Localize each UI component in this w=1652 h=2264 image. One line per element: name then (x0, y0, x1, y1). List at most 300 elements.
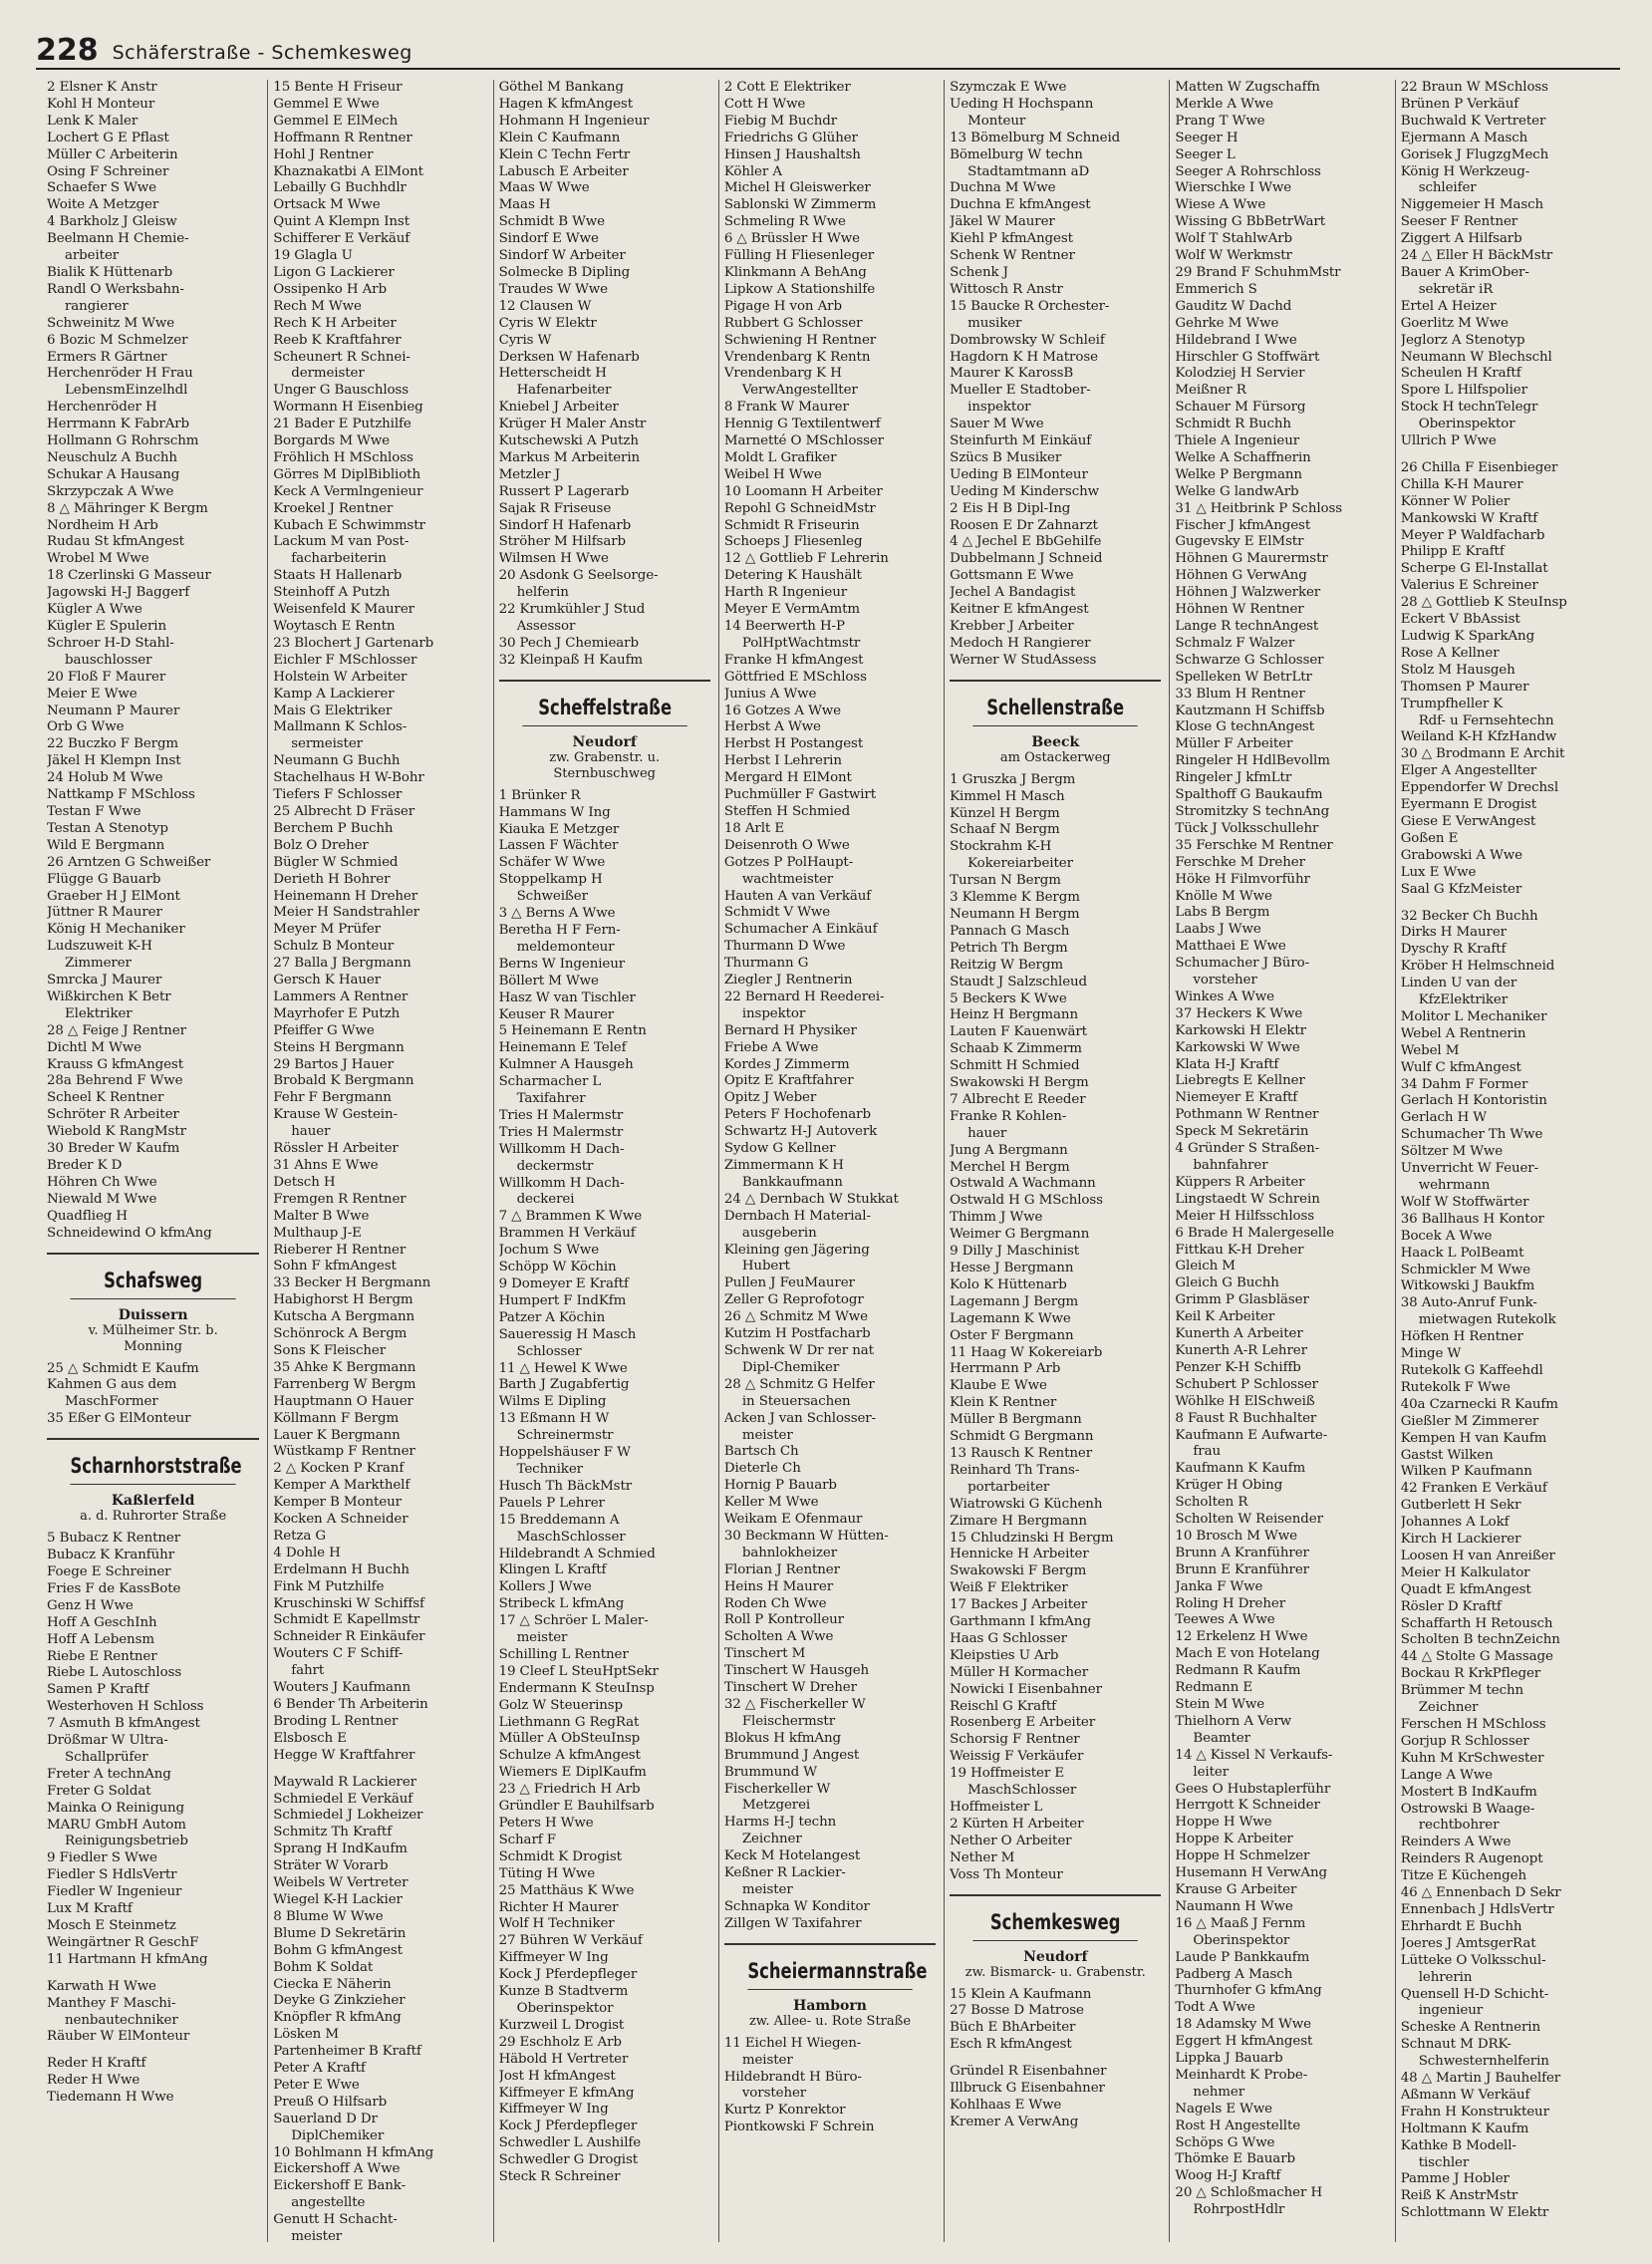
resident-entry: 16 Gotzes A Wwe (723, 703, 841, 718)
resident-entry: Hoff A GeschInh (47, 1614, 157, 1630)
resident-entry: Kiffmeyer W Ing (498, 1950, 609, 1966)
resident-entry: Gottsmann E Wwe (950, 568, 1074, 584)
resident-entry: 5 Heinemann E Rentn (498, 1023, 647, 1039)
resident-entry: 21 Bader E Putzhilfe (273, 417, 412, 432)
resident-entry: 7 Asmuth B kfmAngest (47, 1716, 200, 1732)
resident-entry: Rosenberg E Arbeiter (950, 1715, 1096, 1731)
resident-entry: Kiauka E Metzger (498, 821, 620, 837)
resident-entry: 30 Beckmann W Hütten- (723, 1528, 889, 1544)
resident-entry: 2 Elsner K Anstr (47, 80, 157, 95)
street-location-hint: zw. Allee- u. Rote Straße (748, 2013, 912, 2029)
resident-entry: Scharf F (498, 1832, 556, 1847)
resident-entry: Höhnen G Maurermstr (1175, 551, 1328, 567)
resident-entry: Schmeling R Wwe (723, 214, 846, 230)
resident-entry: 19 Cleef L SteuHptSekr (498, 1663, 659, 1679)
resident-entry: Ueding H Hochspann (950, 96, 1094, 112)
resident-entry: Wolf W Stoffwärter (1400, 1194, 1529, 1210)
resident-entry: Ermers R Gärtner (47, 349, 167, 365)
resident-entry: Herrgott K Schneider (1175, 1798, 1320, 1814)
resident-entry: Minge W (1400, 1346, 1462, 1362)
resident-entry: Woite A Metzger (47, 197, 159, 213)
resident-entry: Rutekolk G Kaffeehdl (1400, 1362, 1543, 1378)
resident-entry: 1 Gruszka J Bergm (950, 771, 1076, 787)
resident-entry: Kniebel J Arbeiter (498, 400, 619, 416)
resident-entry: Rudau St kfmAngest (47, 534, 184, 550)
resident-entry: sekretär iR (1418, 281, 1494, 297)
resident-entry: Lagemann J Bergm (950, 1293, 1079, 1309)
resident-entry: 31 △ Heitbrink P Schloss (1175, 500, 1343, 516)
resident-entry: Hennicke H Arbeiter (950, 1547, 1089, 1562)
resident-entry: Ossipenko H Arb (273, 281, 387, 297)
resident-entry: 30 Breder W Kaufm (47, 1141, 180, 1157)
resident-entry: Meyer P Waldfacharb (1400, 527, 1545, 543)
resident-entry: Ligon G Lackierer (273, 264, 395, 280)
resident-entry: Hoff A Lebensm (47, 1631, 154, 1647)
resident-entry: Weiland K-H KfzHandw (1400, 729, 1557, 745)
resident-entry: Techniker (516, 1461, 583, 1477)
resident-entry: Schneider R Einkäufer (273, 1629, 425, 1645)
resident-entry: Höhnen G VerwAng (1175, 568, 1307, 584)
resident-entry: Gotzes P PolHaupt- (723, 854, 854, 870)
resident-entry: Sydow G Kellner (723, 1141, 836, 1157)
resident-entry: Rösler D Kraftf (1400, 1598, 1502, 1614)
resident-entry: Harms H-J techn (723, 1815, 837, 1831)
resident-entry: Schukar A Hausang (47, 466, 180, 482)
resident-entry: Reinders A Wwe (1400, 1835, 1512, 1850)
resident-entry: Kempen H van Kaufm (1400, 1430, 1547, 1446)
resident-entry: Gorisek J FlugzgMech (1400, 146, 1549, 162)
resident-entry: Staudt J Salzschleud (950, 974, 1088, 990)
resident-entry: Gerlach H W (1400, 1110, 1487, 1126)
resident-entry: 18 Adamsky M Wwe (1175, 2017, 1311, 2033)
resident-entry: Ortsack M Wwe (273, 197, 381, 213)
resident-entry: Kiffmeyer E kfmAng (498, 2085, 635, 2101)
resident-entry: Ueding B ElMonteur (950, 466, 1088, 482)
resident-entry: Bocek A Wwe (1400, 1228, 1493, 1244)
resident-entry: inspektor (967, 400, 1031, 416)
resident-entry: Aßmann W Verkäuf (1400, 2087, 1530, 2103)
resident-entry: Eggert H kfmAngest (1175, 2034, 1313, 2050)
resident-entry: Fink M Putzhilfe (273, 1578, 385, 1594)
resident-entry: KfzElektriker (1418, 992, 1509, 1008)
resident-entry: Loosen H van Anreißer (1400, 1548, 1555, 1563)
street-location-hint: zw. Bismarck- u. Grabenstr. (964, 1964, 1146, 1980)
resident-entry: Scheunert R Schnei- (273, 349, 411, 365)
resident-entry: Teewes A Wwe (1175, 1612, 1275, 1628)
resident-entry: Gleich G Buchh (1175, 1275, 1279, 1291)
resident-entry: Schmalz F Walzer (1175, 635, 1295, 651)
resident-entry: Höhnen W Rentner (1175, 602, 1304, 618)
resident-entry: Ringeler H HdlBevollm (1175, 753, 1330, 769)
resident-entry: 11 △ Hewel K Wwe (498, 1360, 628, 1376)
resident-entry: Schumacher A Einkäuf (723, 922, 878, 938)
resident-entry: 32 △ Fischerkeller W (723, 1697, 866, 1712)
resident-entry: Genutt H Schacht- (273, 2212, 398, 2228)
resident-entry: 26 △ Schmitz M Wwe (723, 1309, 868, 1325)
resident-entry: Szücs B Musiker (950, 449, 1062, 465)
directory-column (1169, 80, 1386, 2242)
resident-entry: Mais G Elektriker (273, 703, 393, 718)
resident-entry: Traudes W Wwe (498, 281, 608, 297)
resident-entry: Zillgen W Taxifahrer (723, 1915, 862, 1931)
street-name: Scharnhorststraße (70, 1450, 235, 1485)
resident-entry: Weisenfeld K Maurer (273, 602, 414, 618)
resident-entry: Neuschulz A Buchh (47, 449, 177, 465)
resident-entry: Beelmann H Chemie- (47, 231, 189, 247)
resident-entry: 11 Eichel H Wiegen- (723, 2035, 862, 2051)
resident-entry: Görres M DiplBiblioth (273, 466, 420, 482)
resident-entry: Spore L Hilfspolier (1400, 383, 1527, 399)
resident-entry: Roosen E Dr Zahnarzt (950, 517, 1098, 533)
resident-entry: Mergard H ElMont (723, 770, 852, 786)
resident-entry: Holtmann K Kaufm (1400, 2121, 1529, 2136)
resident-entry: Sträter W Vorarb (273, 1858, 389, 1874)
resident-entry: Schilling L Rentner (498, 1646, 629, 1662)
resident-entry: Herbst I Lehrerin (723, 753, 842, 769)
resident-entry: Stribeck L kfmAng (498, 1596, 625, 1612)
resident-entry: Patzer A Köchin (498, 1309, 606, 1325)
resident-entry: Gleich M (1175, 1259, 1236, 1274)
resident-entry: Rost H Angestellte (1175, 2118, 1301, 2133)
resident-entry: leiter (1193, 1764, 1230, 1780)
resident-entry: Hagen K kfmAngest (498, 96, 633, 112)
resident-entry: Tinschert W Hausgeh (723, 1663, 870, 1679)
resident-entry: Mainka O Reinigung (47, 1800, 184, 1816)
directory-column (718, 80, 936, 2242)
street-location-hint: Monning (124, 1338, 183, 1354)
resident-entry: Schreinermstr (516, 1428, 614, 1444)
resident-entry: Speck M Sekretärin (1175, 1124, 1309, 1140)
resident-entry: Hildebrand I Wwe (1175, 332, 1297, 348)
resident-entry: Bartsch Ch (723, 1444, 799, 1460)
resident-entry: 12 Clausen W (498, 298, 592, 314)
resident-entry: Maurer K KarossB (950, 366, 1074, 382)
resident-entry: Lippka J Bauarb (1175, 2051, 1283, 2067)
resident-entry: Kaufmann K Kaufm (1175, 1461, 1306, 1477)
resident-entry: Brünen P Verkäuf (1400, 96, 1519, 112)
resident-entry: Meißner R (1175, 383, 1246, 399)
resident-entry: Seeger H (1175, 130, 1239, 145)
resident-entry: Lange A Wwe (1400, 1767, 1493, 1783)
resident-entry: angestellte (291, 2195, 366, 2211)
resident-entry: Janka F Wwe (1175, 1578, 1263, 1594)
resident-entry: bahnfahrer (1193, 1158, 1268, 1173)
resident-entry: 2 Kürten H Arbeiter (950, 1816, 1084, 1832)
resident-entry: 20 Asdonk G Seelsorge- (498, 568, 659, 584)
resident-entry: Jäkel H Klempn Inst (47, 753, 181, 769)
resident-entry: Knölle M Wwe (1175, 888, 1272, 904)
resident-entry: Kulmner A Hausgeh (498, 1057, 634, 1073)
resident-entry: hauer (291, 1124, 331, 1140)
resident-entry: Hoppelshäuser F W (498, 1445, 631, 1461)
resident-entry: Kutzim H Postfacharb (723, 1326, 871, 1342)
resident-entry: Pigage H von Arb (723, 298, 842, 314)
resident-entry: Schmiedel J Lokheizer (273, 1808, 423, 1824)
resident-entry: Roden Ch Wwe (723, 1595, 827, 1611)
resident-entry: 27 Bosse D Matrose (950, 2003, 1084, 2019)
resident-entry: Borgards M Wwe (273, 433, 390, 449)
resident-entry: Nagels E Wwe (1175, 2101, 1273, 2117)
resident-entry: Klein C Techn Fertr (498, 146, 631, 162)
resident-entry: Keuser R Maurer (498, 1006, 615, 1022)
resident-entry: Woog H-J Kraftf (1175, 2168, 1281, 2184)
resident-entry: Brümmer M techn (1400, 1683, 1524, 1699)
resident-entry: Seeger A Rohrschloss (1175, 163, 1321, 179)
resident-entry: Mallmann K Schlos- (273, 719, 408, 735)
resident-entry: Schmiedel E Verkäuf (273, 1791, 413, 1807)
street-heading (47, 1253, 259, 1355)
resident-entry: 19 Hoffmeister E (950, 1766, 1065, 1782)
resident-entry: Goerlitz M Wwe (1400, 315, 1509, 331)
resident-entry: Smrcka J Maurer (47, 973, 162, 989)
resident-entry: Schmickler M Wwe (1400, 1262, 1530, 1277)
resident-entry: Nordheim H Arb (47, 517, 158, 533)
resident-entry: Partenheimer B Kraftf (273, 2044, 421, 2060)
spacer (1401, 899, 1612, 909)
resident-entry: Kremer A VerwAng (950, 2114, 1079, 2129)
resident-entry: Wild E Bergmann (47, 837, 165, 853)
resident-entry: Schäfer W Wwe (498, 855, 606, 871)
resident-entry: Sajak R Friseuse (498, 500, 612, 516)
resident-entry: meister (741, 1427, 793, 1443)
resident-entry: Bügler W Schmied (273, 854, 399, 870)
resident-entry: Linden U van der (1400, 976, 1517, 991)
resident-entry: Kutschewski A Putzh (498, 433, 639, 449)
resident-entry: 24 Holub M Wwe (47, 770, 163, 786)
resident-entry: Fülling H Fliesenleger (723, 248, 875, 264)
resident-entry: Ertel A Heizer (1400, 298, 1497, 314)
resident-entry: 3 △ Berns A Wwe (498, 906, 616, 922)
resident-entry: Wüstkamp F Rentner (273, 1444, 415, 1460)
resident-entry: Zimmermann K H (723, 1158, 844, 1173)
resident-entry: Wöhlke H ElSchweiß (1175, 1393, 1315, 1409)
resident-entry: 8 Faust R Buchhalter (1175, 1410, 1317, 1426)
resident-entry: Küppers R Arbeiter (1175, 1174, 1305, 1190)
resident-entry: Thimm J Wwe (950, 1210, 1043, 1226)
resident-entry: Vrendenbarg K Rentn (723, 349, 871, 365)
resident-entry: Vrendenbarg K H (723, 366, 842, 382)
resident-entry: Heinemann H Dreher (273, 888, 418, 904)
resident-entry: 29 Bartos J Hauer (273, 1056, 394, 1072)
resident-entry: Bohm G kfmAngest (273, 1942, 403, 1958)
resident-entry: Fiebig M Buchdr (723, 113, 838, 129)
resident-entry: Brobald K Bergmann (273, 1073, 414, 1089)
resident-entry: Müller F Arbeiter (1175, 736, 1293, 752)
resident-entry: 2 Eis H B Dipl-Ing (950, 500, 1071, 516)
resident-entry: Schmidt G Bergmann (950, 1429, 1094, 1445)
resident-entry: 24 △ Dernbach W Stukkat (723, 1191, 899, 1207)
resident-entry: Meier H Kalkulator (1400, 1564, 1530, 1580)
resident-entry: Cyris W (498, 332, 552, 348)
resident-entry: Schmitt H Schmied (950, 1058, 1080, 1074)
resident-entry: Oberinspektor (1418, 417, 1515, 432)
resident-entry: Hirschler G Stoffwärt (1175, 349, 1320, 365)
resident-entry: Multhaup J-E (273, 1225, 362, 1241)
resident-entry: 7 △ Brammen K Wwe (498, 1209, 643, 1225)
resident-entry: Kuhn M KrSchwester (1400, 1750, 1544, 1766)
resident-entry: Sohn F kfmAngest (273, 1259, 397, 1274)
resident-entry: Kirch H Lackierer (1400, 1532, 1521, 1548)
resident-entry: Nattkamp F MSchloss (47, 787, 195, 803)
resident-entry: Malter B Wwe (273, 1208, 370, 1224)
resident-entry: Redmann R Kaufm (1175, 1663, 1301, 1679)
resident-entry: 22 Buczko F Bergm (47, 736, 179, 752)
resident-entry: Weikam E Ofenmaur (723, 1512, 863, 1528)
resident-entry: Jäkel W Maurer (950, 214, 1055, 230)
resident-entry: Ströher M Hilfsarb (498, 534, 626, 550)
resident-entry: Marnetté O MSchlosser (723, 433, 884, 449)
resident-entry: Deisenroth O Wwe (723, 837, 850, 853)
resident-entry: Tück J Volksschullehr (1175, 820, 1319, 836)
resident-entry: Dirks H Maurer (1400, 925, 1507, 941)
resident-entry: Fremgen R Rentner (273, 1191, 407, 1207)
resident-entry: Ueding M Kinderschw (950, 483, 1099, 499)
resident-entry: Hornig P Bauarb (723, 1478, 837, 1494)
resident-entry: Berns W Ingenieur (498, 956, 626, 972)
resident-entry: Matthaei E Wwe (1175, 939, 1286, 955)
resident-entry: Wilms E Dipling (498, 1394, 607, 1410)
resident-entry: Webel A Rentnerin (1400, 1025, 1526, 1041)
resident-entry: 28a Behrend F Wwe (47, 1073, 183, 1089)
resident-entry: Johannes A Lokf (1400, 1515, 1510, 1531)
resident-entry: 25 Matthäus K Wwe (498, 1882, 635, 1898)
resident-entry: Scheel K Rentner (47, 1090, 164, 1106)
resident-entry: Reeb K Kraftfahrer (273, 332, 402, 348)
resident-entry: Friedrichs G Glüher (723, 130, 858, 145)
resident-entry: Rose A Kellner (1400, 645, 1500, 661)
resident-entry: 13 Bömelburg M Schneid (950, 130, 1121, 145)
resident-entry: 27 Balla J Bergmann (273, 956, 412, 972)
resident-entry: Rech M Wwe (273, 298, 362, 314)
spacer (47, 1969, 259, 1979)
resident-entry: Göttfried E MSchloss (723, 669, 867, 685)
resident-entry: Hoffmeister L (950, 1800, 1043, 1815)
resident-entry: Eickershoff A Wwe (273, 2161, 401, 2177)
resident-entry: 22 Krumkühler J Stud (498, 602, 646, 618)
resident-entry: meister (291, 2229, 343, 2242)
resident-entry: dermeister (291, 366, 365, 382)
resident-entry: Acken J van Schlosser- (723, 1410, 877, 1426)
resident-entry: 9 Dilly J Maschinist (950, 1244, 1080, 1260)
resident-entry: Chilla K-H Maurer (1400, 476, 1523, 492)
resident-entry: Oberinspektor (1193, 1932, 1290, 1948)
resident-entry: Schwedler L Aushilfe (498, 2135, 642, 2151)
resident-entry: Penzer K-H Schiffb (1175, 1359, 1301, 1375)
resident-entry: Illbruck G Eisenbahner (950, 2081, 1105, 2097)
resident-entry: hauer (967, 1125, 1007, 1141)
resident-entry: Franke R Kohlen- (950, 1108, 1067, 1124)
resident-entry: Herbst A Wwe (723, 719, 821, 735)
resident-entry: Elsbosch E (273, 1730, 347, 1746)
resident-entry: MaschFormer (65, 1394, 158, 1410)
resident-entry: Zeller G Reprofotogr (723, 1292, 864, 1308)
resident-entry: Esch R kfmAngest (950, 2037, 1072, 2053)
resident-entry: Osing F Schreiner (47, 163, 169, 179)
resident-entry: Pullen J FeuMaurer (723, 1275, 855, 1291)
resident-entry: Brummund J Angest (723, 1747, 860, 1763)
resident-entry: Rieberer H Rentner (273, 1242, 407, 1258)
resident-entry: Reder H Kraftf (47, 2056, 146, 2072)
resident-entry: Peter E Wwe (273, 2077, 360, 2093)
resident-entry: nehmer (1193, 2084, 1245, 2100)
resident-entry: Russert P Lagerarb (498, 483, 630, 499)
resident-entry: Jochum S Wwe (498, 1243, 600, 1259)
resident-entry: Roll P Kontrolleur (723, 1612, 844, 1628)
resident-entry: Heinz H Bergmann (950, 1007, 1078, 1023)
resident-entry: Erdelmann H Buchh (273, 1561, 410, 1577)
directory-column (944, 80, 1161, 2242)
resident-entry: DiplChemiker (291, 2127, 385, 2143)
resident-entry: Reitzig W Bergm (950, 957, 1063, 973)
resident-entry: Riebe E Rentner (47, 1648, 157, 1664)
resident-entry: Liebregts E Kellner (1175, 1073, 1305, 1089)
resident-entry: Pamme J Hobler (1400, 2171, 1510, 2187)
resident-entry: 10 Brosch M Wwe (1175, 1528, 1297, 1544)
street-name: Scheiermannstraße (747, 1955, 913, 1990)
resident-entry: 34 Dahm F Former (1400, 1076, 1528, 1092)
resident-entry: wachtmeister (741, 871, 834, 887)
resident-entry: Taxifahrer (516, 1091, 586, 1107)
resident-entry: Weibel H Wwe (723, 466, 822, 482)
resident-entry: Schulz B Monteur (273, 939, 395, 955)
resident-entry: Rutekolk F Wwe (1400, 1379, 1511, 1395)
resident-entry: Kock J Pferdepfleger (498, 2119, 638, 2134)
resident-entry: Wolf T StahlwArb (1175, 231, 1292, 247)
resident-entry: Könner W Polier (1400, 493, 1511, 509)
resident-entry: Ferschen H MSchloss (1400, 1717, 1546, 1732)
resident-entry: lehrerin (1418, 1969, 1473, 1985)
resident-entry: Lochert G E Pflast (47, 130, 169, 145)
resident-entry: Kamp A Lackierer (273, 686, 395, 702)
resident-entry: Florian J Rentner (723, 1561, 840, 1577)
resident-entry: Meier E Wwe (47, 686, 138, 702)
resident-entry: Cott H Wwe (723, 96, 806, 112)
resident-entry: Schmidt R Friseurin (723, 517, 860, 533)
resident-entry: Scherpe G El-Installat (1400, 561, 1548, 577)
resident-entry: Welke G landwArb (1175, 483, 1299, 499)
resident-entry: 6 Bozic M Schmelzer (47, 332, 188, 348)
resident-entry: Graeber H J ElMont (47, 888, 180, 904)
resident-entry: Ferschke M Dreher (1175, 854, 1305, 870)
resident-entry: Kleining gen Jägering (723, 1242, 870, 1258)
resident-entry: Stolz M Hausgeh (1400, 662, 1515, 678)
resident-entry: Fehr F Bergmann (273, 1090, 392, 1106)
resident-entry: ingenieur (1418, 2003, 1484, 2019)
resident-entry: 6 △ Brüssler H Wwe (723, 231, 860, 247)
resident-entry: Kathke B Modell- (1400, 2137, 1516, 2153)
resident-entry: Schwenk W Dr rer nat (723, 1342, 874, 1358)
resident-entry: Reinigungsbetrieb (65, 1834, 188, 1849)
resident-entry: Hubert (741, 1259, 790, 1274)
resident-entry: Herrmann K FabrArb (47, 417, 190, 432)
resident-entry: Hoffmann R Rentner (273, 130, 413, 145)
resident-entry: Hesse J Bergmann (950, 1261, 1074, 1275)
resident-entry: Schaab K Zimmerm (950, 1041, 1082, 1057)
resident-entry: Krause W Gestein- (273, 1107, 398, 1123)
resident-entry: Duchna E kfmAngest (950, 197, 1091, 213)
resident-entry: Gorjup R Schlosser (1400, 1733, 1529, 1749)
resident-entry: Titze E Küchengeh (1400, 1868, 1526, 1884)
resident-entry: Kolo K Hüttenarb (950, 1276, 1067, 1292)
resident-entry: Reiß K AnstrMstr (1400, 2188, 1518, 2204)
resident-entry: Neumann P Maurer (47, 703, 180, 718)
resident-entry: Klinkmann A BehAng (723, 264, 867, 280)
resident-entry: Freter A technAng (47, 1766, 171, 1782)
resident-entry: Labs B Bergm (1175, 905, 1270, 921)
resident-entry: Wrobel M Wwe (47, 551, 149, 567)
resident-entry: 11 Hartmann H kfmAng (47, 1951, 208, 1967)
resident-entry: 29 Eschholz E Arb (498, 2034, 622, 2050)
